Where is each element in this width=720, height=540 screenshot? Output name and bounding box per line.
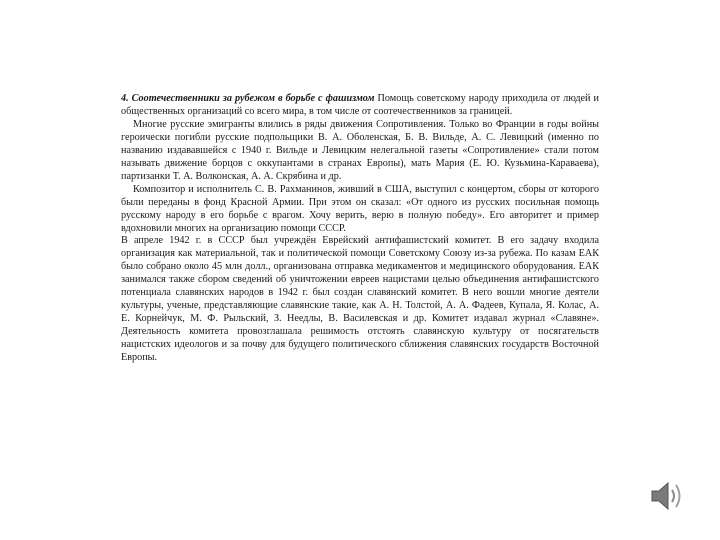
speaker-icon[interactable] xyxy=(650,478,688,514)
paragraph-resistance: Многие русские эмигранты влились в ряды движения Сопротивления. Только во Франции в годы войны героически погибли русские подпольщики В. А. Оболенская, Б. В. Вильде, А. С. Левицкий (именно по названию издававшейся с 1940 г. Вильде и Левицким нелегальной газеты «Сопротивление» стали потом называть движение борцов с оккупантами в странах Европы), мать Мария (Е. Ю. Кузьмина-Караваева), партизанки Т. А. Волконская, А. А. Скрябина и др. xyxy=(121,118,599,182)
sound-wave-small xyxy=(672,490,674,502)
document-text xyxy=(121,93,599,365)
section-heading: 4. Соотечественники за рубежом в борьбе с фашизмом xyxy=(121,93,375,104)
heading-tail: Помощь советскому народу приходила от людей и общественных организаций со всего мира, в том числе от соотечественников за границей. xyxy=(121,93,599,117)
paragraph-intro xyxy=(121,93,599,119)
paragraph-rachmaninov: Композитор и исполнитель С. В. Рахманинов, живший в США, выступил с концертом, сборы от которого были переданы в фонд Красной Армии. При этом он сказал: «От одного из русских посильная помощь русскому народу в его борьбе с врагом. Хочу верить, верю в полную победу». Его авторитет и пример вдохновили многих на организацию помощи СССР. xyxy=(121,183,599,234)
sound-wave-large xyxy=(676,485,680,507)
speaker-body xyxy=(652,483,668,509)
paragraph-committees: В апреле 1942 г. в СССР был учреждён Еврейский антифашистский комитет. В его задачу входила организация как материальной, так и политической помощи Советскому Союзу из-за рубежа. По казам ЕАК было собрано около 45 млн долл., организована отправка медикаментов и медицинского оборудования. ЕАК занимался также сбором сведений об уничтожении евреев нацистами целью объединения антифашистского потенциала славянских народов в 1942 г. был создан славянский комитет. В него вошли многие деятели культуры, ученые, представляющие славянские такие, как А. Н. Толстой, А. А. Фадеев, Купала, Я. Колас, А. Е. Корнейчук, М. Ф. Рыльский, З. Неедлы, В. Василевская и др. Комитет издавал журнал «Славяне». Деятельность комитета провозглашала решимость отстоять славянскую культуру от посягательств нацистских идеологов и за почву для будущего политического сближения славянских государств Восточной Европы. xyxy=(121,235,599,364)
